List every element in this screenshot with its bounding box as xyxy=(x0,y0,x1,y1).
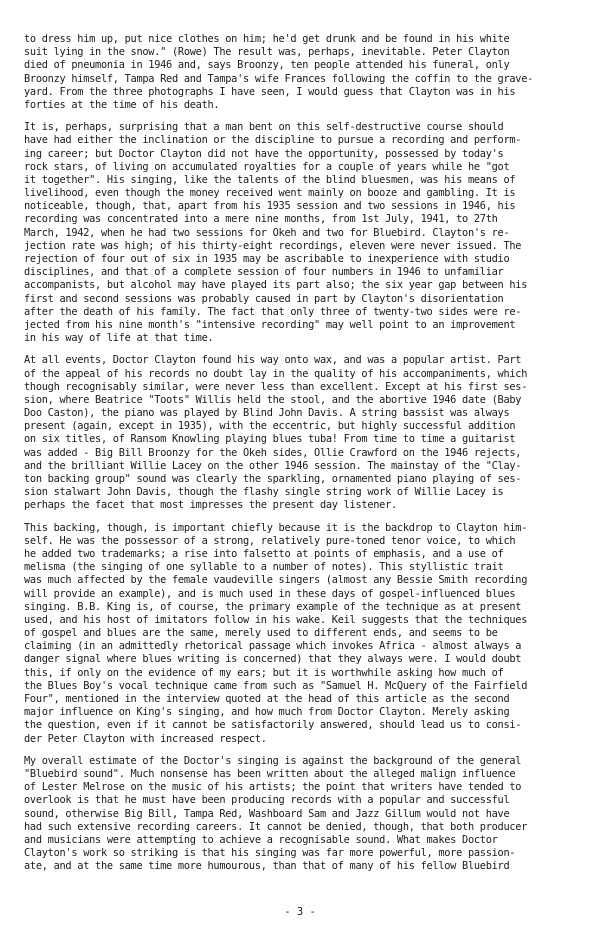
text-line: recording was concentrated into a mere nine months, from 1st July, 1941, to 27th xyxy=(24,213,498,226)
text-line: of Lester Melrose on the music of his artists; the point that writers have tended to xyxy=(24,781,522,794)
text-line: on six titles, of Ransom Knowling playing blues tuba! From time to time a guitarist xyxy=(24,433,516,446)
text-line: was much affected by the female vaudeville singers (almost any Bessie Smith recording xyxy=(24,574,528,587)
body-text xyxy=(24,33,584,882)
text-line: used, and his host of imitators follow in his wake. Keil suggests that the techniques xyxy=(24,613,528,626)
text-line: disciplines, and that of a complete session of four numbers in 1946 to unfamiliar xyxy=(24,266,504,279)
paragraph xyxy=(24,121,584,345)
text-line: jection rate was high; of his thirty-eight recordings, eleven were never issued. The xyxy=(24,239,522,252)
text-line: March, 1942, when he had two sessions for Okeh and two for Bluebird. Clayton's re- xyxy=(24,226,510,239)
text-line: forties at the time of his death. xyxy=(24,98,220,111)
text-line: will provide an example), and is much used in these days of gospel-influenced blues xyxy=(24,587,516,600)
text-line: jected from his nine month's "intensive recording" may well point to an improvement xyxy=(24,318,516,331)
text-line: ing career; but Doctor Clayton did not have the opportunity, possessed by today's xyxy=(24,147,504,160)
text-line: of gospel and blues are the same, merely used to different ends, and seems to be xyxy=(24,627,498,640)
text-line: noticeable, though, that, apart from his 1935 session and two sessions in 1946, his xyxy=(24,200,516,213)
text-line: of the appeal of his records no doubt lay in the quality of his accompaniments, which xyxy=(24,367,528,380)
text-line: overlook is that he must have been producing records with a popular and successful xyxy=(24,794,510,807)
text-line: Clayton's work so striking is that his singing was far more powerful, more passion- xyxy=(24,847,516,860)
text-line: This backing, though, is important chiefly because it is the backdrop to Clayton him- xyxy=(24,521,528,534)
text-line: Four", mentioned in the interview quoted at the head of this article as the second xyxy=(24,693,510,705)
paragraph xyxy=(24,354,584,512)
text-line: present (again, except in 1935), with the eccentric, but highly successful addition xyxy=(24,420,516,433)
text-line: singing. B.B. King is, of course, the primary example of the technique as at present xyxy=(24,600,522,613)
text-line: though recognisably similar, were never less than excellent. Except at his first ses- xyxy=(24,380,528,393)
text-line: accompanists, but alcohol may have played its part also; the six year gap between his xyxy=(24,279,528,292)
text-line: ton backing group" sound was clearly the sparkling, ornamented piano playing of ses- xyxy=(24,473,522,485)
page-number: - 3 - xyxy=(284,906,316,918)
paragraph xyxy=(24,522,584,746)
text-line: It is, perhaps, surprising that a man bent on this self-destructive course should xyxy=(24,121,504,134)
text-line: My overall estimate of the Doctor's singing is against the background of the general xyxy=(24,754,522,767)
text-line: and the brilliant Willie Lacey on the other 1946 session. The mainstay of the "Clay- xyxy=(24,459,522,472)
text-line: after the death of his family. The fact that only three of twenty-two sides were re- xyxy=(24,305,522,318)
text-line: in his way of life at that time. xyxy=(24,332,214,345)
text-line: self. He was the possessor of a strong, relatively pure-toned tenor voice, to which xyxy=(24,534,516,547)
text-line: he added two trademarks; a rise into falsetto at points of emphasis, and a use of xyxy=(24,547,504,560)
text-line: sound, otherwise Big Bill, Tampa Red, Washboard Sam and Jazz Gillum would not have xyxy=(24,807,510,820)
text-line: have had either the inclination or the discipline to pursue a recording and perform- xyxy=(24,134,522,147)
text-line: melisma (the singing of one syllable to a number of notes). This styllistic trait xyxy=(24,561,504,574)
text-line: Broonzy himself, Tampa Red and Tampa's wife Frances following the coffin to the grave- xyxy=(24,72,534,85)
text-line: yard. From the three photographs I have seen, I would guess that Clayton was in his xyxy=(24,85,516,98)
text-line: danger signal where blues writing is concerned) that they always were. I would doubt xyxy=(24,653,522,666)
text-line: "Bluebird sound". Much nonsense has been written about the alleged malign influence xyxy=(24,767,516,780)
text-line: it together". His singing, like the talents of the blind bluesmen, was his means of xyxy=(24,173,516,186)
text-line: this, if only on the evidence of my ears; but it is worthwhile asking how much of xyxy=(24,666,504,679)
text-line: first and second sessions was probably caused in part by Clayton's disorientation xyxy=(24,292,504,305)
text-line: the question, even if it cannot be satisfactorily answered, should lead us to consi- xyxy=(24,719,522,732)
paragraph xyxy=(24,33,584,112)
text-line: Doo Caston), the piano was played by Blind John Davis. A string bassist was always xyxy=(24,407,510,420)
text-line: sion stalwart John Davis, though the flashy single string work of Willie Lacey is xyxy=(24,486,504,499)
text-line: major influence on King's singing, and how much from Doctor Clayton. Merely asking xyxy=(24,706,510,719)
text-line: to dress him up, put nice clothes on him; he'd get drunk and be found in his white xyxy=(24,33,510,45)
text-line: der Peter Clayton with increased respect. xyxy=(24,732,267,745)
text-line: was added - Big Bill Broonzy for the Okeh sides, Ollie Crawford on the 1946 rejects, xyxy=(24,446,522,459)
text-line: had such extensive recording careers. It cannot be denied, though, that both producer xyxy=(24,820,528,833)
text-line: suit lying in the snow." (Rowe) The result was, perhaps, inevitable. Peter Clayton xyxy=(24,46,510,59)
text-line: and musicians were attempting to achieve a recognisable sound. What makes Doctor xyxy=(24,833,498,846)
text-line: ate, and at the same time more humourous, than that of many of his fellow Bluebird xyxy=(24,860,510,873)
paragraph xyxy=(24,755,584,874)
text-line: died of pneumonia in 1946 and, says Broonzy, ten people attended his funeral, only xyxy=(24,59,510,72)
text-line: rock stars, of living on accumulated royalties for a couple of years while he "got xyxy=(24,160,510,173)
text-line: At all events, Doctor Clayton found his way onto wax, and was a popular artist. Part xyxy=(24,354,522,367)
text-line: livelihood, even though the money received went mainly on booze and gambling. It is xyxy=(24,187,516,200)
text-line: sion, where Beatrice "Toots" Willis held the stool, and the abortive 1946 date (Baby xyxy=(24,393,522,406)
text-line: rejection of four out of six in 1935 may be ascribable to inexperience with studio xyxy=(24,253,510,265)
text-line: claiming (in an admittedly rhetorical passage which invokes Africa - almost always a xyxy=(24,640,522,653)
text-line: the Blues Boy's vocal technique came from such as "Samuel H. McQuery of the Fairfield xyxy=(24,679,528,692)
text-line: perhaps the facet that most impresses the present day listener. xyxy=(24,499,397,512)
